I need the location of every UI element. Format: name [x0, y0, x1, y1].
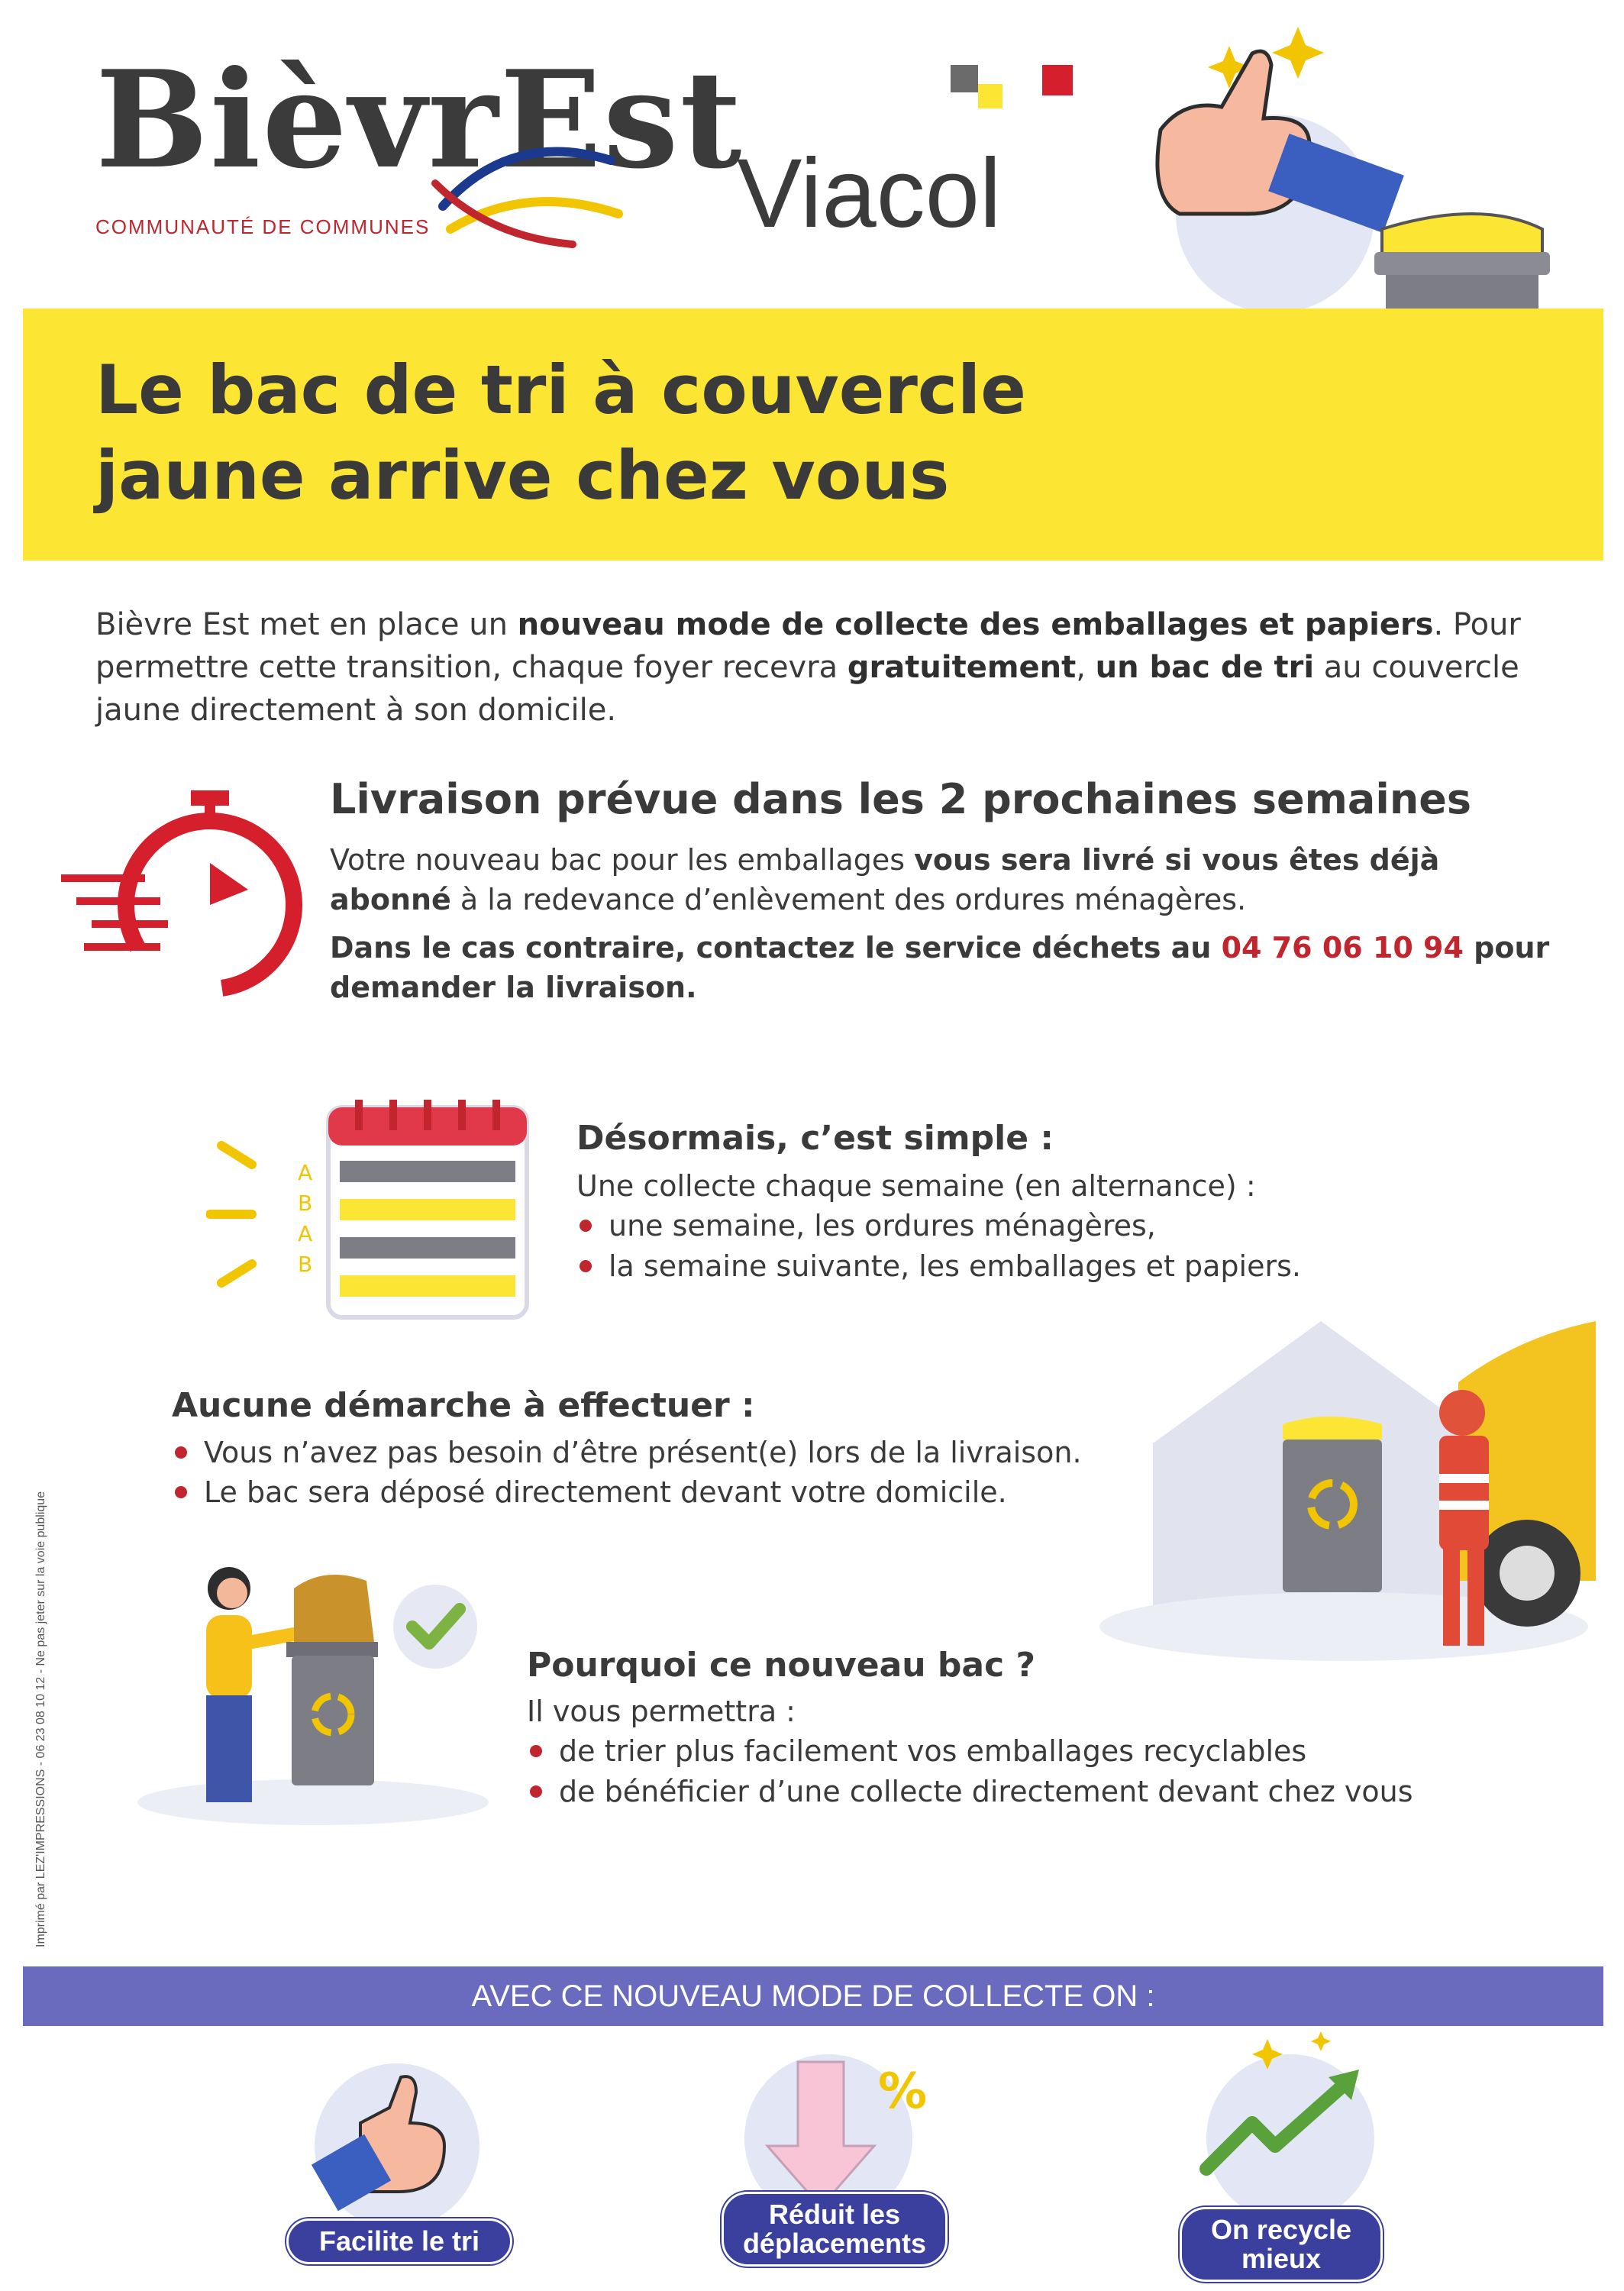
benefit-recycle-line2: mieux [1241, 2242, 1322, 2274]
page-title [95, 347, 1241, 519]
delivery-p2-text-1: Dans le cas contraire, contactez le service déchets au [330, 931, 1222, 965]
benefit-recycle [1180, 2207, 1383, 2282]
thumbs-up-icon [298, 2062, 496, 2238]
intro-bold-2: gratuitement [847, 650, 1077, 685]
intro-text-3: , [1076, 650, 1096, 685]
intro-text-2: . Pour permettre cette transition, chaque foyer recevra [95, 607, 1521, 685]
delivery-p1-text-1: Votre nouveau bac pour les emballages [330, 843, 915, 877]
why-item-1: de trier plus facilement vos emballages recyclables [527, 1731, 1519, 1771]
intro-text-1: Bièvre Est met en place un [95, 607, 518, 642]
calendar-letter-b1: B [298, 1191, 313, 1216]
print-side-note: Imprimé par LEZ'IMPRESSIONS - 06 23 08 10 12 - Ne pas jeter sur la voie publique [34, 1491, 47, 1947]
delivery-title: Livraison prévue dans les 2 prochaines semaines [330, 775, 1472, 823]
benefit-reduit-line2: déplacements [742, 2227, 927, 2259]
benefit-facilite [286, 2218, 512, 2264]
delivery-p2-text-2: pour demander la livraison. [330, 931, 1550, 1005]
simple-title: Désormais, c’est simple : [576, 1119, 1054, 1158]
delivery-p1-text-2: à la redevance d’enlèvement des ordures ménagères. [450, 883, 1247, 917]
bievre-est-swoosh-icon [420, 115, 641, 260]
woman-bin-illustration [130, 1558, 496, 1833]
no-action-body [172, 1433, 1164, 1513]
stopwatch-icon [61, 790, 313, 1004]
no-action-item-1: Vous n’avez pas besoin d’être présent(e) lors de la livraison. [172, 1433, 1164, 1472]
svg-text:%: % [878, 2063, 928, 2120]
why-item-2: de bénéficier d’une collecte directement devant chez vous [527, 1772, 1519, 1811]
collection-scene-illustration [1092, 1291, 1596, 1672]
no-action-item-2: Le bac sera déposé directement devant votre domicile. [172, 1472, 1164, 1512]
calendar-letter-a1: A [298, 1160, 313, 1185]
bievre-est-logo-text: BièvrEst [95, 42, 744, 199]
intro-paragraph [95, 603, 1531, 732]
intro-text-4: au couvercle jaune directement à son domicile. [95, 650, 1519, 728]
simple-item-2: la semaine suivante, les emballages et papiers. [576, 1246, 1454, 1286]
footer-band: AVEC CE NOUVEAU MODE DE COLLECTE ON : [23, 1966, 1603, 2026]
calendar-letter-b2: B [298, 1252, 313, 1277]
delivery-p1-bold: vous sera livré si vous êtes déjà abonné [330, 843, 1440, 917]
benefit-recycle-line1: On recycle [1210, 2214, 1352, 2245]
simple-intro: Une collecte chaque semaine (en alternance) : [576, 1169, 1256, 1203]
benefit-reduit-line1: Réduit les [768, 2199, 901, 2230]
page-title-line1: Le bac de tri à couvercle [95, 351, 1026, 429]
no-action-title: Aucune démarche à effectuer : [172, 1386, 755, 1425]
intro-bold-1: nouveau mode de collecte des emballages et papiers [517, 607, 1434, 642]
viacol-squares-icon [951, 61, 1088, 122]
calendar-letter-a2: A [298, 1221, 313, 1246]
page-title-line2: jaune arrive chez vous [95, 435, 950, 515]
benefit-reduit [722, 2192, 948, 2267]
simple-body [576, 1166, 1454, 1286]
why-title: Pourquoi ce nouveau bac ? [527, 1646, 1036, 1685]
bievre-est-subtitle: COMMUNAUTÉ DE COMMUNES [95, 215, 431, 238]
delivery-paragraph-1 [330, 840, 1551, 920]
calendar-icon [206, 1100, 534, 1329]
simple-item-1: une semaine, les ordures ménagères, [576, 1206, 1454, 1246]
why-body [527, 1692, 1519, 1811]
phone-number[interactable]: 04 76 06 10 94 [1221, 931, 1464, 965]
benefit-facilite-label: Facilite le tri [318, 2225, 480, 2257]
delivery-paragraph-2 [330, 928, 1551, 1008]
viacol-logo: Viacol [737, 139, 1002, 248]
intro-bold-3: un bac de tri [1095, 650, 1315, 685]
why-intro: Il vous permettra : [527, 1695, 796, 1728]
